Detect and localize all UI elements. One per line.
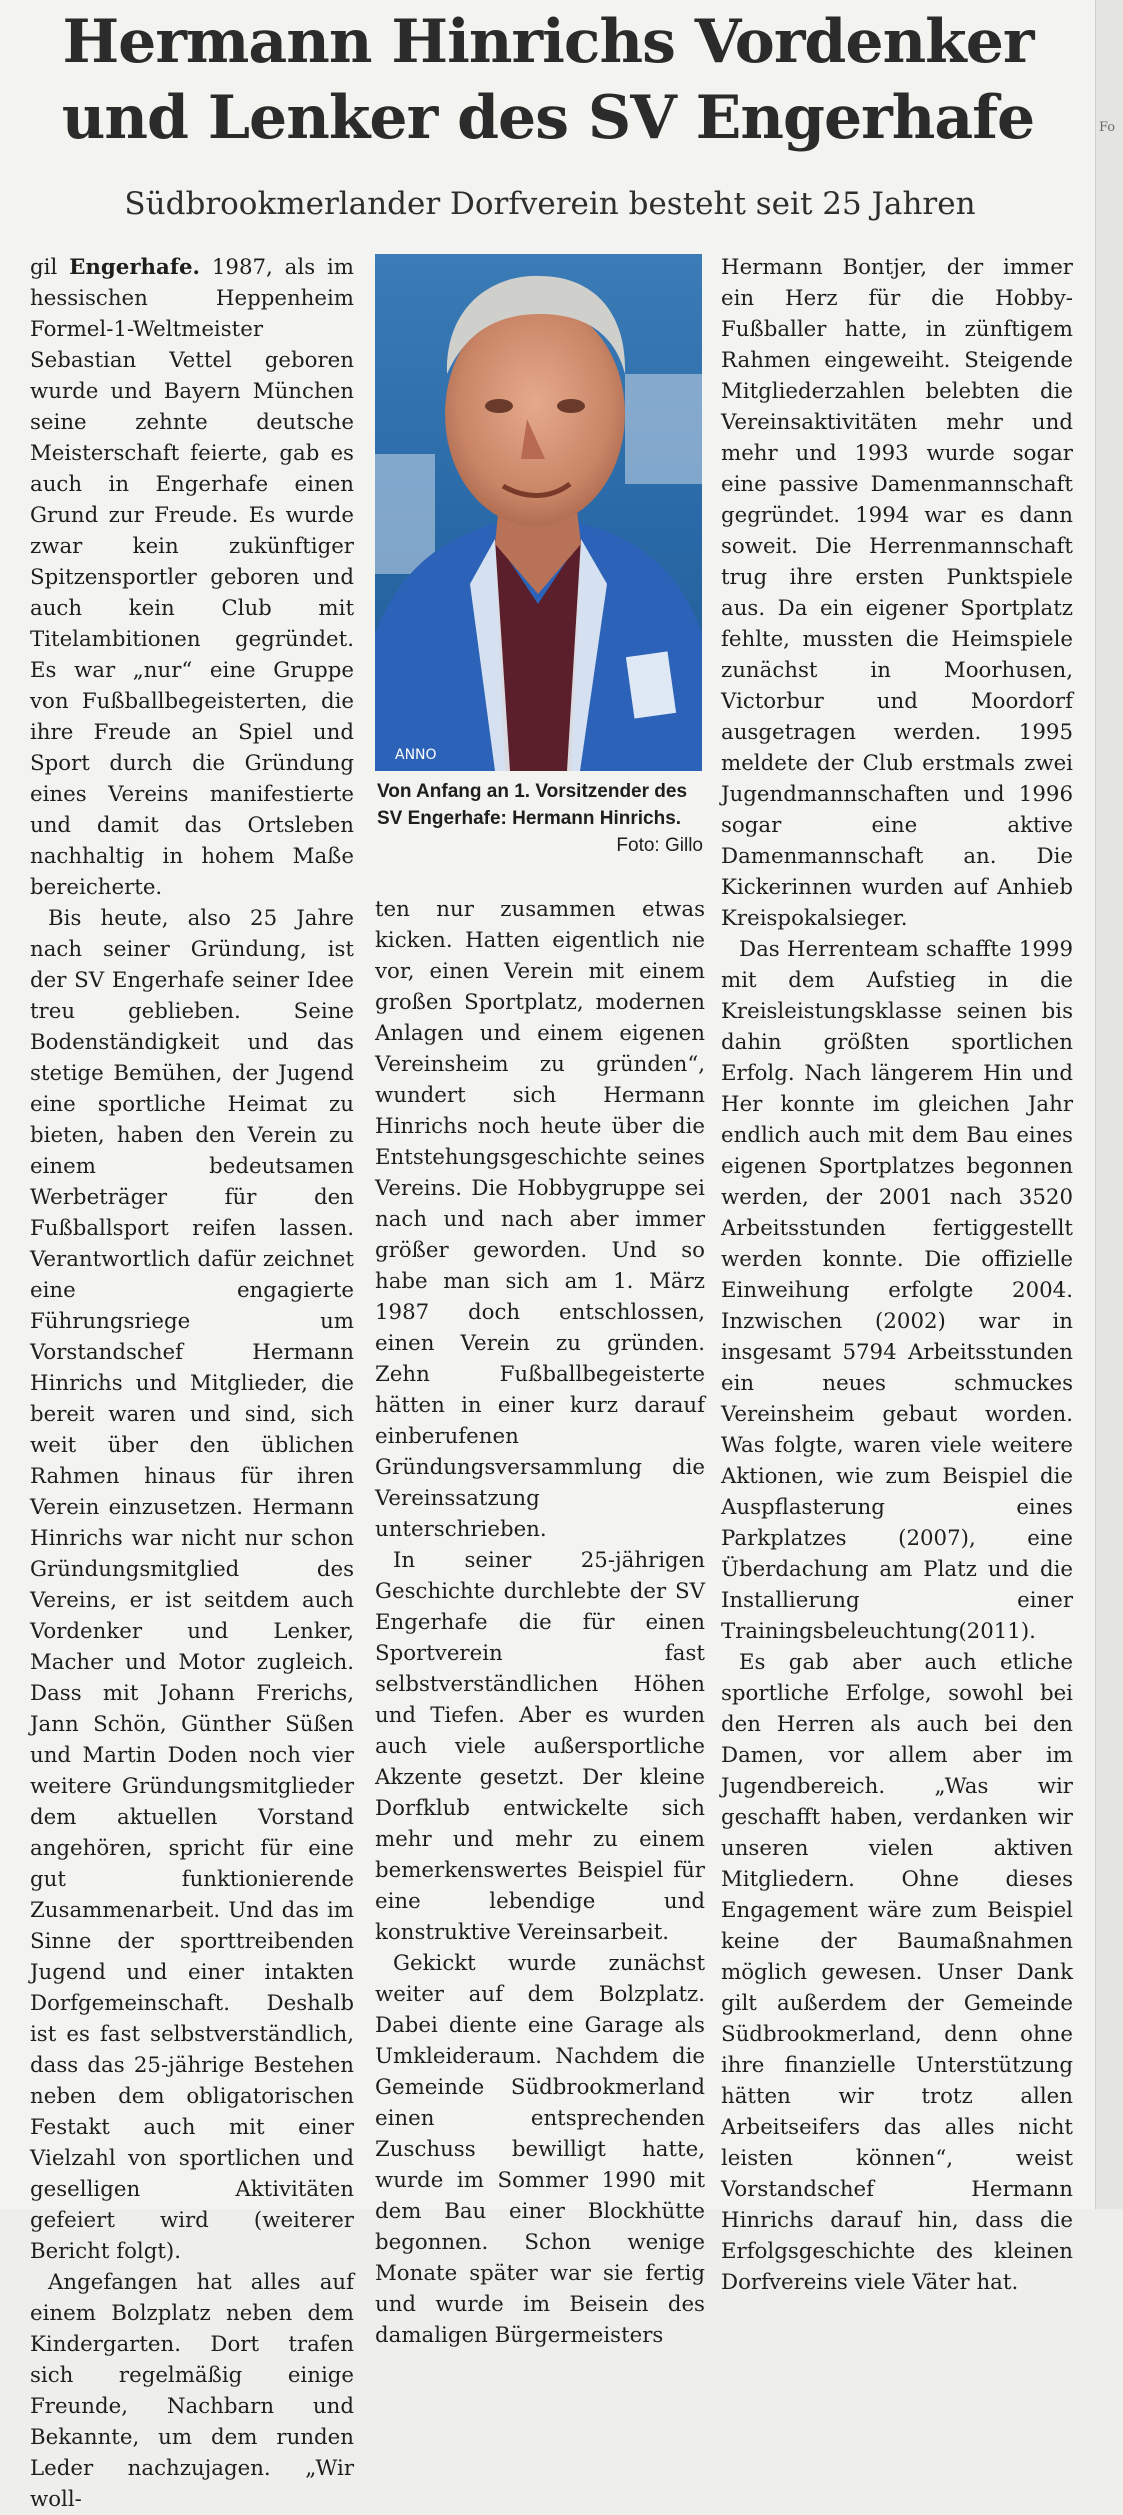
dateline-place: Engerhafe. (69, 255, 200, 280)
photo-credit: Foto: Gillo (616, 835, 703, 856)
portrait-photo (375, 254, 702, 771)
adjacent-fragment: Fo (1099, 120, 1116, 135)
headline-line-1: Hermann Hinrichs Vordenker (62, 7, 1034, 77)
paragraph-intro-text: 1987, als im hessischen Heppenheim Formel-1-Weltmeister Sebastian Vettel geboren wurde und Bayern München seine zehnte deutsche Meisterschaft feierte, gab es auch in Engerhafe einen Grund zur Freude. Es wurde zwar kein zukünftiger Spitzensportler geboren und auch kein Club mit Titelambitionen gegründet. Es war „nur“ eine Gruppe von Fußballbegeisterten, die ihre Freude an Spiel und Sport durch die Gründung eines Vereins manifestierte und damit das Ortsleben nachhaltig in hohem Maße bereicherte. (30, 255, 355, 900)
headline-line-2: und Lenker des SV Engerhafe (61, 83, 1035, 153)
caption-text: Von Anfang an 1. Vorsitzender des SV Engerhafe: Hermann Hinrichs. (377, 781, 688, 829)
subheadline: Südbrookmerlander Dorfverein besteht seit 25 Jahren (124, 186, 976, 222)
photo-caption (377, 778, 703, 859)
paragraph: Angefangen hat alles auf einem Bolzplatz neben dem Kindergarten. Dort trafen sich regelmäßig einige Freunde, Nachbarn und Bekannte, um dem runden Leder nachzujagen. „Wir woll- (30, 2270, 354, 2512)
portrait-illustration (375, 254, 702, 771)
paragraph: ten nur zusammen etwas kicken. Hatten eigentlich nie vor, einen Verein mit einem großen Sportplatz, modernen Anlagen und einem eigenen Vereinsheim zu gründen“, wundert sich Hermann Hinrichs noch heute über die Entstehungsgeschichte seines Vereins. Die Hobbygruppe sei nach und nach aber immer größer geworden. Und so habe man sich am 1. März 1987 doch entschlossen, einen Verein zu gründen. Zehn Fußballbegeisterte hätten in einer kurz darauf einberufenen Gründungsversammlung die Vereinssatzung unterschrieben. (375, 897, 705, 1542)
dateline-author: gil (30, 255, 58, 280)
adjacent-article-strip (1095, 0, 1123, 2209)
paragraph: Gekickt wurde zunächst weiter auf dem Bolzplatz. Dabei diente eine Garage als Umkleideraum. Nachdem die Gemeinde Südbrookmerland einen entsprechenden Zuschuss bewilligt hatte, wurde im Sommer 1990 mit dem Bau einer Blockhütte begonnen. Schon wenige Monate später war sie fertig und wurde im Beisein des damaligen Bürgermeisters (375, 1951, 705, 2348)
column-2 (375, 894, 705, 2351)
paragraph: Hermann Bontjer, der immer ein Herz für die Hobby-Fußballer hatte, in zünftigem Rahmen eingeweiht. Steigende Mitgliederzahlen belebten die Vereinsaktivitäten mehr und mehr und 1993 wurde sogar eine passive Damenmannschaft gegründet. 1994 war es dann soweit. Die Herrenmannschaft trug ihre ersten Punktspiele aus. Da ein eigener Sportplatz fehlte, mussten die Heimspiele zunächst in Moorhusen, Victorbur und Moordorf ausgetragen werden. 1995 meldete der Club erstmals zwei Jugendmannschaften und 1996 sogar eine aktive Damenmannschaft an. Die Kickerinnen wurden auf Anhieb Kreispokalsieger. (721, 255, 1073, 931)
paragraph: In seiner 25-jährigen Geschichte durchlebte der SV Engerhafe die für einen Sportverein fast selbstverständlichen Höhen und Tiefen. Aber es wurden auch viele außersportliche Akzente gesetzt. Der kleine Dorfklub entwickelte sich mehr und mehr zu einem bemerkenswertes Beispiel für eine lebendige und konstruktive Vereinsarbeit. (375, 1548, 705, 1945)
headline (18, 4, 1078, 156)
column-1 (30, 252, 354, 2515)
paragraph-intro (30, 252, 354, 903)
paragraph: Das Herrenteam schaffte 1999 mit dem Aufstieg in die Kreisleistungsklasse seinen bis dahin größten sportlichen Erfolg. Nach längerem Hin und Her konnte im gleichen Jahr endlich auch mit dem Bau eines eigenen Sportplatzes begonnen werden, der 2001 nach 3520 Arbeitsstunden fertiggestellt werden konnte. Die offizielle Einweihung erfolgte 2004. Inzwischen (2002) war in insgesamt 5794 Arbeitsstunden ein neues schmuckes Vereinsheim gebaut worden. Was folgte, waren viele weitere Aktionen, wie zum Beispiel die Auspflasterung eines Parkplatzes (2007), eine Überdachung am Platz und die Installierung einer Trainingsbeleuchtung(2011). (721, 937, 1073, 1644)
paragraph: Es gab aber auch etliche sportliche Erfolge, sowohl bei den Herren als auch bei den Damen, vor allem aber im Jugendbereich. „Was wir geschafft haben, verdanken wir unseren vielen aktiven Mitgliedern. Ohne dieses Engagement wäre zum Beispiel keine der Baumaßnahmen möglich gewesen. Unser Dank gilt außerdem der Gemeinde Südbrookmerland, denn ohne ihre finanzielle Unterstützung hätten wir trotz allen Arbeitseifers das alles nicht leisten können“, weist Vorstandschef Hermann Hinrichs darauf hin, dass die Erfolgsgeschichte des kleinen Dorfvereins viele Väter hat. (721, 1650, 1073, 2295)
svg-text:ANNO: ANNO (395, 747, 437, 763)
paragraph: Bis heute, also 25 Jahre nach seiner Gründung, ist der SV Engerhafe seiner Idee treu geblieben. Seine Bodenständigkeit und das stetige Bemühen, der Jugend eine sportliche Heimat zu bieten, haben den Verein zu einem bedeutsamen Werbeträger für den Fußballsport reifen lassen. Verantwortlich dafür zeichnet eine engagierte Führungsriege um Vorstandschef Hermann Hinrichs und Mitglieder, die bereit waren und sind, sich weit über den üblichen Rahmen hinaus für ihren Verein einzusetzen. Hermann Hinrichs war nicht nur schon Gründungsmitglied des Vereins, er ist seitdem auch Vordenker und Lenker, Macher und Motor zugleich. Dass mit Johann Frerichs, Jann Schön, Günther Süßen und Martin Doden noch vier weitere Gründungsmitglieder dem aktuellen Vorstand angehören, spricht für eine gut funktionierende Zusammenarbeit. Und das im Sinne der sporttreibenden Jugend und einer intakten Dorfgemeinschaft. Deshalb ist es fast selbstverständlich, dass das 25-jährige Bestehen neben dem obligatorischen Festakt auch mit einer Vielzahl von sportlichen und geselligen Aktivitäten gefeiert wird (weiterer Bericht folgt). (30, 906, 354, 2264)
column-3 (721, 252, 1073, 2298)
